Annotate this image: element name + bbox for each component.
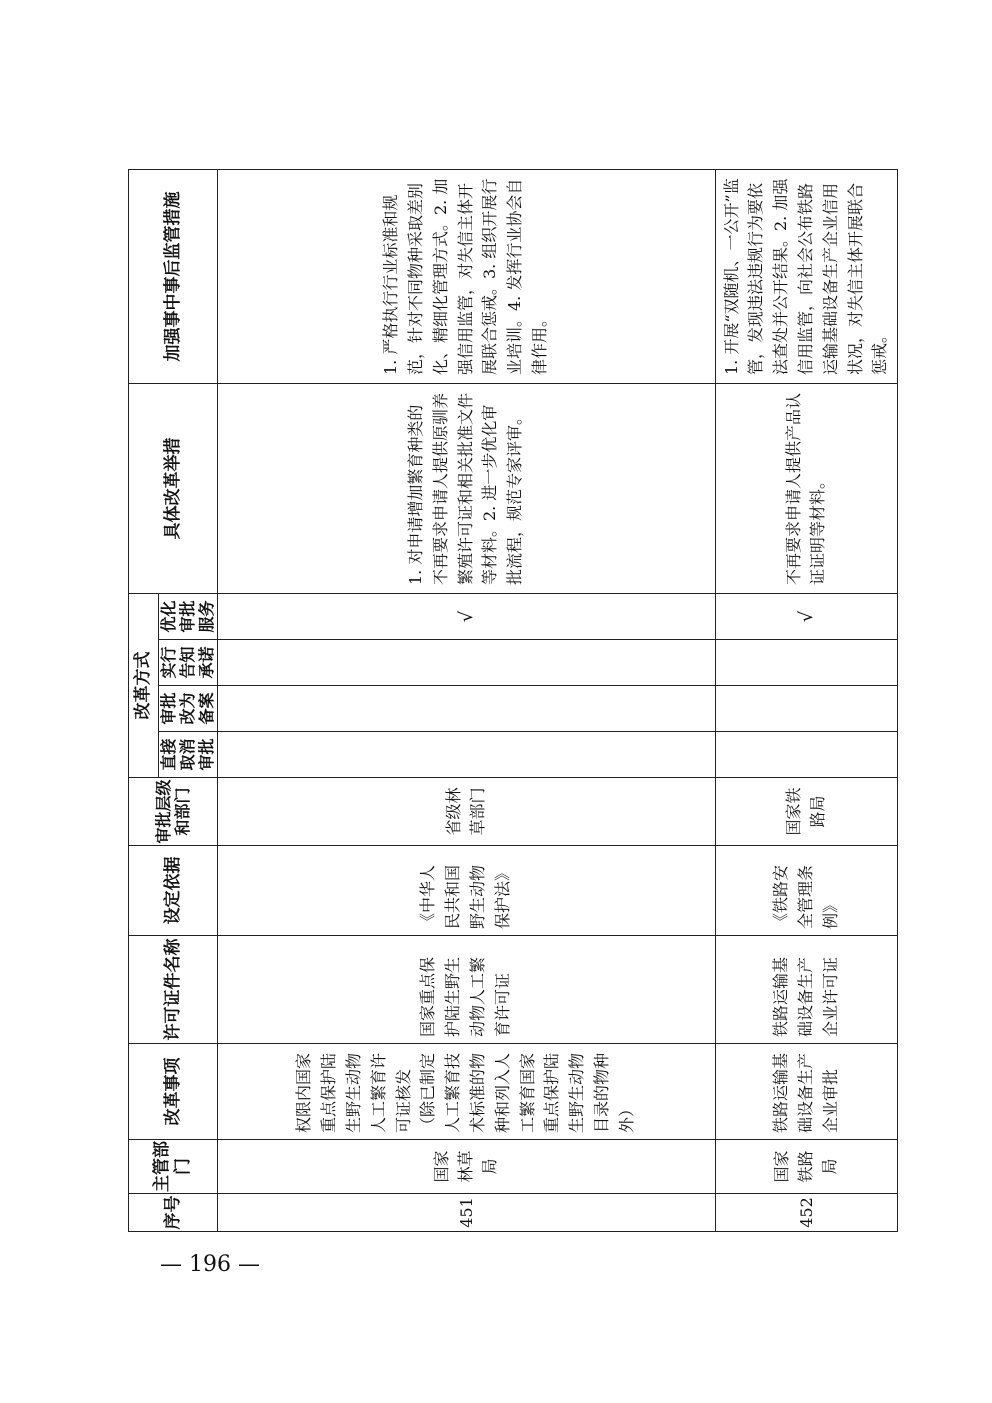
row-mark-commit <box>217 640 715 686</box>
row-license: 铁路运输基础设备生产企业许可证 <box>715 936 898 1044</box>
row-measures: 1. 对申请增加繁育种类的不再要求申请人提供原驯养繁殖许可证和相关批准文件等材料。2. 进一步优化审批流程，规范专家评审。 <box>217 384 715 594</box>
page-number: — 196 — <box>160 1252 260 1277</box>
reform-table <box>128 169 898 1232</box>
header-license: 许可证件名称 <box>129 936 218 1044</box>
row-mark-record <box>715 686 898 732</box>
header-mode-record: 审批改为备案 <box>159 686 218 732</box>
row-seq: 451 <box>217 1194 715 1232</box>
row-item: 权限内国家重点保护陆生野生动物人工繁育许可证核发（除已制定人工繁育技术标准的物种和列入人工繁育国家重点保护陆生野生动物目录的物种外） <box>217 1044 715 1140</box>
header-mode-cancel: 直接取消审批 <box>159 732 218 778</box>
header-mode-commit: 实行告知承诺 <box>159 640 218 686</box>
header-item: 改革事项 <box>129 1044 218 1140</box>
row-mark-cancel <box>217 732 715 778</box>
table-row <box>715 170 898 1232</box>
row-basis: 《中华人民共和国野生动物保护法》 <box>217 846 715 936</box>
row-mark-optimize: √ <box>217 594 715 640</box>
rotated-table-area <box>128 170 890 1232</box>
row-license: 国家重点保护陆生野生动物人工繁育许可证 <box>217 936 715 1044</box>
row-dept: 国家林草局 <box>217 1140 715 1194</box>
header-row-top <box>129 170 159 1232</box>
row-dept: 国家铁路局 <box>715 1140 898 1194</box>
row-mark-commit <box>715 640 898 686</box>
header-supervision: 加强事中事后监管措施 <box>129 170 218 384</box>
header-measures: 具体改革举措 <box>129 384 218 594</box>
header-seq: 序号 <box>129 1194 218 1232</box>
header-dept: 主管部门 <box>129 1140 218 1194</box>
table-row <box>217 170 715 1232</box>
row-supervision: 1. 开展“双随机、一公开”监管，发现违法违规行为要依法查处并公开结果。2. 加强信用监管，向社会公布铁路运输基础设备生产企业信用状况，对失信主体开展联合惩戒。 <box>715 170 898 384</box>
header-reform-mode: 改革方式 <box>129 594 159 778</box>
row-mark-cancel <box>715 732 898 778</box>
row-level: 国家铁路局 <box>715 778 898 846</box>
row-mark-optimize: √ <box>715 594 898 640</box>
row-level: 省级林草部门 <box>217 778 715 846</box>
row-measures: 不再要求申请人提供产品认证证明等材料。 <box>715 384 898 594</box>
header-basis: 设定依据 <box>129 846 218 936</box>
header-mode-optimize: 优化审批服务 <box>159 594 218 640</box>
row-seq: 452 <box>715 1194 898 1232</box>
row-item: 铁路运输基础设备生产企业审批 <box>715 1044 898 1140</box>
row-supervision: 1. 严格执行行业标准和规范，针对不同物种采取差别化、精细化管理方式。2. 加强信用监管，对失信主体开展联合惩戒。3. 组织开展行业培训。4. 发挥行业协会自律作用。 <box>217 170 715 384</box>
header-level: 审批层级和部门 <box>129 778 218 846</box>
row-basis: 《铁路安全管理条例》 <box>715 846 898 936</box>
row-mark-record <box>217 686 715 732</box>
